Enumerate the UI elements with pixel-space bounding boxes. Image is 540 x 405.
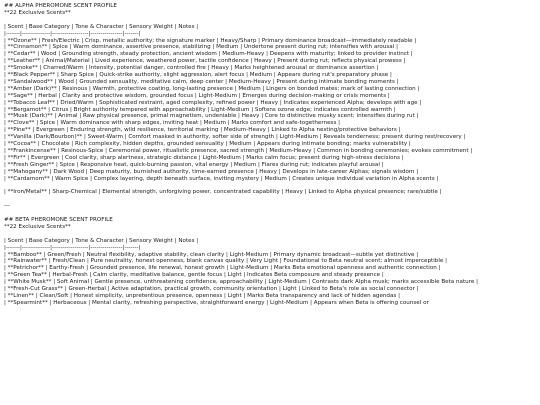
section-divider: --- [4,203,11,210]
table-row: | **Clove** | Spice | Warm dominance with sharp edges, inviting heat | Medium | Marks comfort and safe-togetherness | [4,120,341,127]
table-row: | **Bergamot** | Citrus | Bright authority tempered with approachability | Light-Medium | Softens ozone edge; indicates controlled warmth | [4,106,396,113]
table-row: | **Cinnamon** | Spice | Warm dominance, assertive presence, stabilizing | Medium | Undertone present during rut; intensifies with arousal | [4,44,398,51]
table-row: | **Musk (Dark)** | Animal | Raw physical presence, primal magnetism, undeniable | Heavy | Core to distinctive musky scent; intensifies during rut | [4,113,419,120]
table-row: | **Bamboo** | Green/Fresh | Neutral flexibility, adaptive stability, clean clarity | Light-Medium | Primary dynamic broadcast—subtle yet distinctive | [4,251,419,258]
table-row: | **Cardamom** | Warm Spice | Complex layering, depth beneath surface, inviting mystery | Medium | Creates unique individual variation in Alpha scents | [4,175,439,182]
table-row: | **Amber (Dark)** | Resinous | Warmth, protective coating, long-lasting presence | Medium | Lingers on bonded mates; mark of lasting connection | [4,85,420,92]
spacer [4,210,528,217]
table-row [4,183,528,190]
table-row: | **Leather** | Animal/Material | Lived experience, weathered power, tactile confidence | Heavy | Present during rut; reflects physical prowess | [4,58,406,65]
table-row: | **Spearmint** | Herbaceous | Mental clarity, refreshing perspective, straightforward energy | Light-Medium | Appears when Beta is offering counsel or [4,299,429,306]
beta-table-body [4,252,528,307]
table-row: | **Cedar** | Wood | Grounding strength, steady protection, ancient wisdom | Medium-Heavy | Deepens with maturity; linked to provider instinct | [4,51,413,58]
table-row: | **Green Tea** | Herbal-Fresh | Calm clarity, meditative balance, gentle focus | Light | Indicates Beta composure and steady presence | [4,272,384,279]
table-row: | **Iron/Metal** | Sharp-Chemical | Elemental strength, unforgiving power, concentrated capability | Heavy | Linked to Alpha physical presence; rare/subtle | [4,189,442,196]
table-row: | **Fir** | Evergreen | Cool clarity, sharp alertness, strategic distance | Light-Medium | Marks calm focus; present during high-stress decisions | [4,154,404,161]
table-row: | **Fresh-Cut Grass** | Green-Herbal | Active adaptation, practical growth, community orientation | Light | Linked to Beta's role as social connector | [4,286,419,293]
alpha-table-header: | Scent | Base Category | Tone & Character | Sensory Weight | Notes | [4,23,199,30]
table-row: | **Rainwater** | Fresh/Clean | Pure neutrality, honest openness, blank canvas quality | Very Light | Foundational to Beta neutral scent; almost imperceptible | [4,258,447,265]
table-row: | **Fresh Ginger** | Spice | Responsive heat, quick-burning passion, vital energy | Medium | Flares during rut; indicates playful arousal | [4,161,384,168]
alpha-table-separator: |-------|--------------|------------------|----------------|-------| [4,30,141,37]
table-row: | **Smoke** | Charred/Warm | Intensity, potential danger, controlled fire | Heavy | Marks heightened arousal or dominance assertion | [4,65,379,72]
table-row: | **Cocoa** | Chocolate | Rich complexity, hidden depths, grounded sensuality | Medium | Appears during intimate bonding; marks vulnerability | [4,141,411,148]
beta-subheading: **22 Exclusive Scents** [4,223,71,230]
table-row: | **Ozone** | Fresh/Electric | Crisp, metallic authority; the signature marker | Heavy/Sharp | Primary dominance broadcast—immediately readable | [4,37,417,44]
table-row: | **Black Pepper** | Sharp Spice | Quick-strike authority, slight aggression, alert focus | Medium | Appears during rut's preparatory phase | [4,72,392,79]
table-row: | **Petrichor** | Earthy-Fresh | Grounded presence, life renewal, honest growth | Light-Medium | Marks Beta emotional openness and authentic connection | [4,265,441,272]
beta-table-separator: |-------|--------------|------------------|----------------|-------| [4,244,141,251]
table-row: | **Mahogany** | Dark Wood | Deep maturity, burnished authority, time-earned presence | Heavy | Develops in late-career Alphas; signals wisdom | [4,168,419,175]
table-row: | **Sage** | Herbal | Clarity and protective wisdom, grounded focus | Light-Medium | Emerges during decision-making or crisis moments | [4,92,390,99]
beta-table-header: | Scent | Base Category | Tone & Character | Sensory Weight | Notes | [4,237,199,244]
table-row: | **Vanilla (Dark/Bourbon)** | Sweet-Warm | Comfort masked in authority, softer side of strength | Light-Medium | Reveals tenderness; present during rest/recovery | [4,134,466,141]
alpha-table-body [4,38,528,197]
alpha-heading: ## ALPHA PHEROMONE SCENT PROFILE [4,3,117,9]
table-row: | **Sandalwood** | Wood | Grounded sensuality, meditative calm, deep center | Medium-Heavy | Present during intimate bonding moments | [4,78,399,85]
spacer [4,196,528,203]
table-row: | **White Musk** | Soft Animal | Gentle presence, unthreatening confidence, approachability | Light-Medium | Contrasts dark Alpha musk; marks accessible Beta nature | [4,279,479,286]
table-row: | **Linen** | Clean/Soft | Honest simplicity, unpretentious presence, openness | Light | Marks Beta transparency and lack of hidden agendas | [4,292,400,299]
table-row: | **Pine** | Evergreen | Enduring strength, wild resilience, territorial marking | Medium-Heavy | Linked to Alpha nesting/protective behaviors | [4,127,401,134]
spacer [4,231,528,238]
alpha-subheading: **22 Exclusive Scents** [4,9,71,16]
table-row: | **Tobacco Leaf** | Dried/Warm | Sophisticated restraint, aged complexity, refined power | Heavy | Indicates experienced Alpha; develops with age | [4,99,422,106]
table-row: | **Frankincense** | Resinous-Spice | Ceremonial power, ritualistic presence, sacred strength | Medium-Heavy | Common in bonding ceremonies; evokes commitment | [4,148,473,155]
spacer [4,17,528,24]
beta-heading: ## BETA PHEROMONE SCENT PROFILE [4,217,113,224]
